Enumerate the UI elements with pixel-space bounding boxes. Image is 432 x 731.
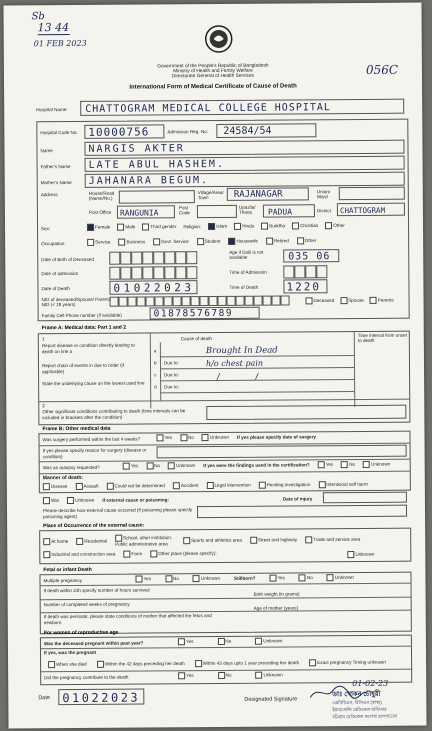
option-third-gender[interactable]: Third gender — [142, 223, 176, 230]
option-govt-service[interactable]: Govt. Service — [153, 238, 189, 245]
house-label: House/Road (Name/No.) — [88, 190, 115, 201]
hospital-name-label: Hospital Name: — [36, 107, 68, 113]
place-other[interactable]: Other place (please specify): — [150, 550, 217, 557]
hospital-code-field[interactable] — [84, 124, 164, 139]
part2-field[interactable] — [206, 405, 406, 420]
weeks-label: Number of completed weeks of pregnancy — [43, 601, 130, 608]
footer-date-field[interactable] — [58, 689, 144, 706]
nid-label: NID of deceased/Spouse/ Parents NID (< 18 years) — [41, 296, 112, 308]
father-name-label: Father's Name — [40, 164, 71, 170]
admission-reg-value: 24584/54 — [223, 125, 272, 137]
when-42days[interactable]: Within the 42 days preceding her death — [97, 660, 185, 668]
hospital-code-value: 10000756 — [88, 125, 150, 139]
sex-label: Sex: — [41, 226, 51, 232]
autopsy-question: Was an autopsy requested? — [42, 464, 100, 471]
perinatal-label: If death was perinatal, please state conditions of mother that affected the fetus and newborn — [43, 613, 212, 625]
death-time-label: Time of Death — [229, 284, 259, 290]
dob-field[interactable] — [109, 251, 197, 265]
interval-header: Time interval from onset to death — [357, 332, 407, 344]
signature-date: 01-02-23 — [352, 678, 389, 689]
admission-reg-field[interactable] — [216, 123, 316, 138]
handwritten-serial: 056C — [365, 62, 399, 77]
signature-scribble-icon — [308, 683, 368, 701]
contribute-yes[interactable]: Yes — [178, 672, 194, 679]
multiple-unknown[interactable]: Unknown — [193, 575, 220, 582]
part2-label: 2 — [42, 403, 45, 409]
post-office-field[interactable] — [117, 205, 175, 218]
option-female[interactable]: Female — [87, 224, 110, 231]
mother-name-value: JAHANARA BEGUM. — [88, 175, 210, 187]
village-label: Village/Area/ Town — [197, 189, 224, 201]
post-code-label: Post Code — [178, 205, 190, 216]
hospital-name-field[interactable] — [80, 99, 404, 116]
manner-unknown[interactable]: Unknown — [67, 497, 94, 504]
name-value: NARGIS AKTER — [88, 143, 185, 155]
pregnant-no[interactable]: No — [217, 638, 231, 645]
option-retired[interactable]: Retired — [266, 237, 289, 244]
place-industrial[interactable]: Industrial and construction area — [43, 551, 115, 559]
manner-accident[interactable]: Accident — [173, 482, 199, 489]
certificate-sheet — [3, 3, 426, 729]
cause-a-value[interactable]: Brought In Dead — [205, 345, 278, 357]
footer-date-value: 01022023 — [62, 690, 141, 706]
autopsy-yes[interactable]: Yes — [123, 463, 139, 470]
death-time-field[interactable] — [283, 279, 327, 293]
address-label: Address — [40, 192, 58, 198]
place-title: Place of Occurrence of the external cause: — [43, 522, 145, 530]
header-line: Ministry of Health and Family Welfare — [173, 68, 253, 75]
nid-field[interactable] — [110, 295, 290, 306]
manner-self-harm[interactable]: Intentional self harm — [318, 481, 367, 488]
union-label: Union/ Ward — [316, 189, 331, 200]
pregnant-unknown[interactable]: Unknown — [255, 638, 282, 645]
row-text-b: Report chain of events in due to order (if applicable) — [41, 362, 124, 374]
option-business[interactable]: Business — [118, 238, 145, 245]
admission-time-label: Time of Admission — [229, 269, 267, 275]
place-school[interactable]: School, other institution, Public administrative area — [115, 535, 173, 547]
part1-label: 1 — [41, 336, 45, 342]
cause-header: Cause of death — [180, 336, 213, 342]
option-deceased[interactable]: Deceased — [306, 297, 335, 304]
phone-value: 01878576789 — [153, 307, 234, 320]
external-describe-field[interactable] — [197, 505, 407, 518]
mother-name-label: Mother's Name — [40, 179, 72, 186]
age-field[interactable] — [283, 249, 339, 262]
multiple-pregnancy-label: Multiple pregnancy — [43, 577, 83, 584]
line-a-label: a — [153, 348, 157, 354]
upazila-value: PADUA — [267, 207, 293, 217]
place-sports[interactable]: Sports and athletics area — [183, 536, 242, 543]
phone-label: Family Cell Phone number (if available) — [41, 312, 122, 319]
hours-survived-label: If death within 24h specify number of hours survived — [43, 587, 150, 594]
contribute-options — [178, 672, 283, 680]
cause-b-value[interactable]: h/o chest pain — [205, 358, 264, 369]
stamp-line: চট্টগ্রাম মেডিকেল কলেজ হাসপাতাল — [332, 713, 398, 720]
date-label: Date — [38, 695, 50, 702]
surgery-unknown[interactable]: Unknown — [202, 434, 229, 441]
option-buddha[interactable]: Buddha — [261, 223, 285, 230]
nid-options — [306, 297, 394, 305]
handwritten-date: 01 FEB 2023 — [33, 38, 87, 49]
surgery-question: Was surgery performed within the last 4 weeks? — [42, 436, 141, 443]
frame-b-title: Frame B: Other medical data — [42, 425, 111, 433]
pregnant-yes[interactable]: Yes — [178, 638, 194, 645]
admission-date-field[interactable] — [109, 266, 197, 280]
row-text-a: Report disease or condition directly leading to death on line a — [41, 342, 135, 354]
findings-no[interactable]: No — [341, 461, 355, 468]
district-field[interactable] — [337, 203, 405, 216]
due-to-label: Due to: — [164, 372, 179, 378]
upazila-field[interactable] — [263, 204, 315, 217]
post-office-value: RANGUNIA — [119, 208, 159, 218]
line-d-label: d — [154, 384, 157, 390]
pregnant-options — [178, 638, 283, 646]
union-field[interactable] — [339, 187, 405, 200]
place-home[interactable]: At home — [43, 538, 68, 545]
row-text-c: State the underlying cause on the lowest used line — [42, 380, 145, 387]
surgery-date-label: If yes please specify date of surgery — [237, 434, 316, 440]
house-field[interactable] — [119, 190, 195, 204]
stillborn-label: Stillborn? — [234, 575, 256, 581]
village-value: RAJANAGAR — [233, 189, 283, 200]
age-mother-label: Age of mother (years) — [253, 605, 299, 611]
age-label: Age if DoB is not available — [229, 249, 264, 260]
findings-unknown[interactable]: Unknown — [363, 461, 390, 468]
stillborn-unknown[interactable]: Unknown — [327, 574, 354, 581]
birth-weight-label: Birth weight (in grams) — [253, 591, 300, 597]
option-spouse[interactable]: Spouse — [340, 297, 364, 304]
part2-text: Other significant conditions contributing to death (time intervals can be included in brackets after the condition) — [42, 408, 186, 420]
manner-disease[interactable]: Disease — [43, 483, 68, 490]
handwritten-note: 13 44 — [37, 21, 70, 35]
manner-options-row2 — [43, 496, 169, 504]
contribute-no[interactable]: No — [218, 672, 232, 679]
option-housewife[interactable]: Housewife — [229, 238, 259, 245]
header-line: Government of the People's Republic of Bangladesh — [157, 63, 269, 70]
district-value: CHATTOGRAM — [339, 205, 386, 216]
phone-field[interactable] — [150, 307, 260, 320]
place-street[interactable]: Street and highway — [250, 536, 297, 543]
place-options-row1 — [43, 533, 360, 547]
admission-date-label: Date of admission — [41, 270, 79, 277]
line-c-label: c — [154, 372, 157, 378]
manner-war[interactable]: War — [43, 497, 59, 504]
manner-legal[interactable]: Legal intervention — [206, 482, 250, 489]
option-christian[interactable]: Christian — [292, 222, 318, 229]
name-label: Name — [40, 148, 53, 154]
cause-c-dash: / / — [216, 371, 260, 381]
surgery-reason-field[interactable] — [157, 445, 407, 459]
father-name-value: LATE ABUL HASHEM. — [88, 158, 225, 171]
manner-undetermined[interactable]: Could not be determined — [107, 482, 165, 489]
date-of-injury-label: Date of injury — [282, 496, 313, 502]
when-unknown[interactable]: Exact pregnancy Timing unknown — [309, 659, 386, 667]
stamp-line: ডাঃ খোকন চৌধুরী — [332, 690, 381, 699]
findings-yes[interactable]: Yes — [318, 461, 334, 468]
name-field[interactable] — [84, 140, 404, 156]
option-occupation-other[interactable]: Other — [297, 237, 317, 244]
header-line: Directorate General of Health Services — [171, 73, 255, 80]
manner-pending[interactable]: Pending investigation — [259, 481, 311, 488]
stamp-line: এমবিবিএস, বিসিএস (স্বাস্থ্য) — [332, 699, 382, 706]
when-1year[interactable]: Within 43 days upto 1 year preceding her death — [195, 659, 300, 667]
form-title: International Form of Medical Certificate of Cause of Death — [129, 83, 297, 91]
option-religion-other[interactable]: Other — [325, 222, 345, 229]
surgery-options — [156, 433, 315, 441]
stillborn-yes[interactable]: Yes — [269, 575, 285, 582]
manner-title: Manner of death: — [42, 474, 84, 482]
district-label: District — [316, 208, 331, 214]
surgery-no[interactable]: No — [180, 434, 194, 441]
surgery-reason-label: If yes please specify reason for surgery (disease or condition) — [42, 447, 147, 459]
handwritten-note: Sb — [31, 11, 45, 23]
header — [4, 63, 422, 92]
place-options-row2 — [43, 550, 216, 558]
death-date-field[interactable] — [109, 280, 197, 295]
pregnant-when-label: If yes, was the pregnant — [43, 649, 97, 656]
hospital-name-value: CHATTOGRAM MEDICAL COLLEGE HOSPITAL — [85, 102, 331, 115]
admission-time-field[interactable] — [283, 265, 327, 278]
date-of-injury-field[interactable] — [323, 492, 407, 504]
death-time-value: 1220 — [286, 280, 321, 294]
women-title: For women of reproductive age — [43, 629, 119, 637]
surgery-yes[interactable]: Yes — [156, 434, 172, 441]
village-field[interactable] — [227, 187, 309, 201]
external-cause-label: If external cause or poisoning: — [102, 497, 169, 503]
line-b-label: b — [153, 360, 157, 366]
hospital-code-label: Hospital Code No: — [40, 129, 78, 136]
religion-label: Religion: — [183, 224, 202, 230]
due-to-label: Due to: — [163, 360, 179, 366]
stamp-line: ইমারজেন্সি মেডিকেল অফিসার — [332, 706, 387, 713]
external-describe-label: Please describe how external cause occurred (if poisoning please specify poisoning agent) — [42, 507, 193, 519]
multiple-no[interactable]: No — [165, 575, 179, 582]
mother-name-field[interactable] — [85, 172, 405, 188]
contribute-unknown[interactable]: Unknown — [256, 672, 283, 679]
option-service[interactable]: Service — [87, 239, 110, 246]
autopsy-unknown[interactable]: Unknown — [168, 462, 195, 469]
post-code-field[interactable] — [197, 205, 237, 218]
place-farm[interactable]: Farm — [123, 551, 142, 558]
option-islam[interactable]: Islam — [208, 223, 227, 230]
fetal-title: Fetal or infant Death — [43, 566, 92, 574]
age-value: 035 06 — [288, 251, 331, 263]
option-student[interactable]: Student — [197, 238, 221, 245]
option-parents[interactable]: Parents — [370, 297, 394, 304]
manner-assault[interactable]: Assault — [75, 483, 98, 490]
admission-reg-label: Admission Reg. No: — [167, 129, 208, 135]
frame-a-title: Frame A: Medical data: Part 1 and 2 — [41, 324, 127, 332]
autopsy-no[interactable]: No — [146, 462, 160, 469]
option-male[interactable]: Male — [117, 224, 135, 231]
post-office-label: Post Office — [88, 209, 112, 215]
occupation-label: Occupation — [41, 241, 65, 247]
option-hindu[interactable]: Hindu — [234, 223, 254, 230]
when-died[interactable]: When she died — [48, 661, 87, 668]
government-emblem-icon — [204, 24, 234, 54]
upazila-label: Upazila/ Thana — [238, 204, 256, 215]
death-date-value: 01022023 — [113, 281, 195, 295]
place-residential[interactable]: Residential — [76, 537, 107, 544]
place-trade[interactable]: Trade and service area — [305, 535, 360, 542]
autopsy-findings-label: If yes were the findings used in the certification? — [203, 462, 310, 469]
father-name-field[interactable] — [85, 156, 405, 172]
multiple-yes[interactable]: Yes — [135, 575, 151, 582]
pregnant-question: Was the deceased pregnant within past year? — [43, 640, 144, 647]
stillborn-no[interactable]: No — [299, 574, 313, 581]
place-unknown[interactable]: Unknown — [347, 551, 374, 558]
due-to-label: Due to: — [164, 384, 179, 390]
dob-label: Date of Birth of Deceased — [41, 256, 94, 263]
contribute-question: Did the pregnancy contribute to the death — [44, 674, 129, 681]
signature-label: Designated Signature — [244, 696, 298, 703]
death-date-label: Date of Death — [41, 286, 70, 292]
